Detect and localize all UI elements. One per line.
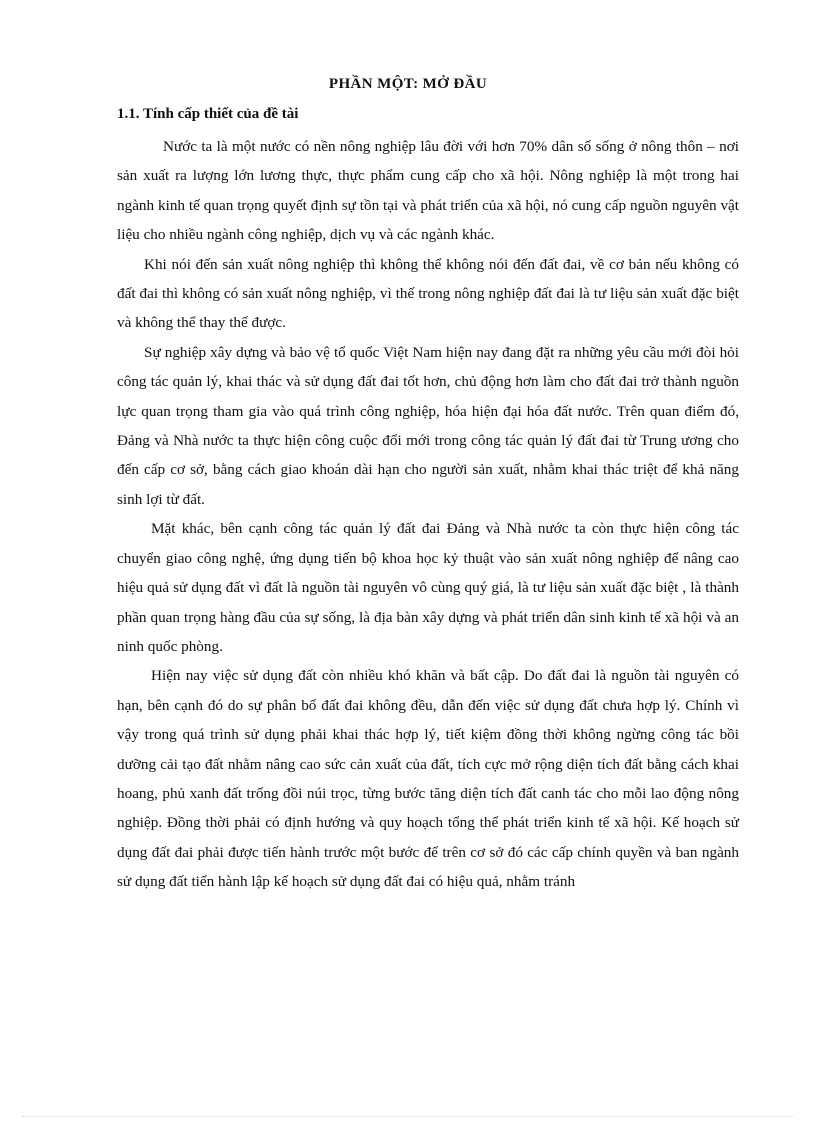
page-title: PHẦN MỘT: MỞ ĐẦU <box>328 76 488 92</box>
page-bottom-divider <box>22 1116 794 1117</box>
body-text <box>117 132 739 897</box>
paragraph: Sự nghiệp xây dựng và bảo vệ tổ quốc Việt Nam hiện nay đang đặt ra những yêu cầu mới đòi hỏi công tác quản lý, khai thác và sử dụng đất đai tốt hơn, chủ động hơn làm cho đất đai trở thành nguồn lực quan trọng tham gia vào quá trình công nghiệp, hóa hiện đại hóa đất nước. Trên quan điểm đó, Đảng và Nhà nước ta thực hiện công cuộc đổi mới trong công tác quản lý đất đai từ Trung ương cho đến cấp cơ sở, bằng cách giao khoán dài hạn cho người sản xuất, nhằm khai thác triệt để khả năng sinh lợi từ đất. <box>117 343 739 508</box>
paragraph: Mặt khác, bên cạnh công tác quản lý đất đai Đảng và Nhà nước ta còn thực hiện công tác chuyển giao công nghệ, ứng dụng tiến bộ khoa học kỷ thuật vào sản xuất nông nghiệp để nâng cao hiệu quả sử dụng đất vì đất là nguồn tài nguyên vô cùng quý giá, là tư liệu sản xuất đặc biệt , là thành phần quan trọng hàng đầu của sự sống, là địa bàn xây dựng và phát triển dân sinh kinh tế xã hội và an ninh quốc phòng. <box>117 520 739 655</box>
paragraph: Hiện nay việc sử dụng đất còn nhiều khó khăn và bất cập. Do đất đai là nguồn tài nguyên có hạn, bên cạnh đó do sự phân bố đất đai không đều, dẫn đến việc sử dụng đất chưa hợp lý. Chính vì vậy trong quá trình sử dụng phải khai thác hợp lý, tiết kiệm đồng thời không ngừng công tác bồi dưỡng cải tạo đất nhằm nâng cao sức cản xuất của đất, tích cực mở rộng diện tích đất bằng cách khai hoang, phủ xanh đất trống đồi núi trọc, từng bước tăng diện tích đất canh tác cho mỗi lao động nông nghiệp. Đồng thời phải có định hướng và quy hoạch tổng thể phát triển kinh tế xã hội. Kế hoạch sử dụng đất đai phải được tiến hành trước một bước để trên cơ sở đó các cấp chính quyền và ban ngành sử dụng đất tiến hành lập kế hoạch sử dụng đất đai có hiệu quả, nhằm tránh <box>117 667 739 891</box>
paragraph: Nước ta là một nước có nền nông nghiệp lâu đời với hơn 70% dân số sống ở nông thôn – nơi sản xuất ra lượng lớn lương thực, thực phẩm cung cấp cho xã hội. Nông nghiệp là một trong hai ngành kinh tế quan trọng quyết định sự tồn tại và phát triển của xã hội, nó cung cấp nguồn nguyên vật liệu cho nhiều ngành công nghiệp, dịch vụ và các ngành khác. <box>117 138 739 244</box>
paragraph: Khi nói đến sản xuất nông nghiệp thì không thể không nói đến đất đai, về cơ bản nếu không có đất đai thì không có sản xuất nông nghiệp, vì thế trong nông nghiệp đất đai là tư liệu sản xuất đặc biệt và không thể thay thế được. <box>117 255 739 332</box>
section-heading: 1.1. Tính cấp thiết của đề tài <box>117 106 299 122</box>
